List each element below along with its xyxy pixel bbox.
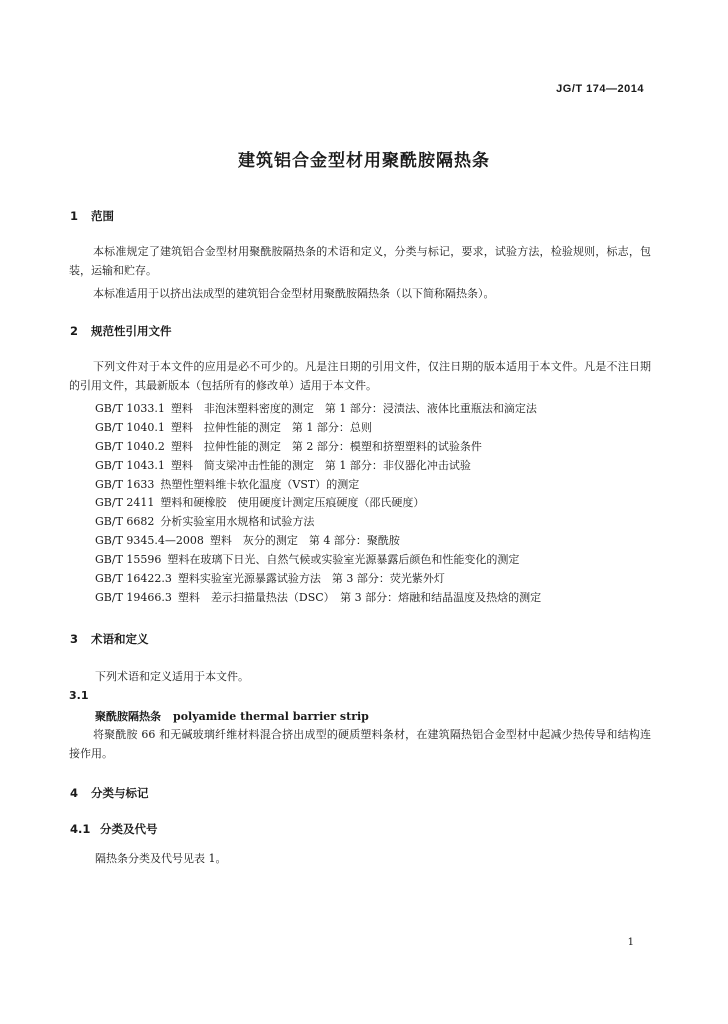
reference-title: 分析实验室用水规格和试验方法 — [160, 515, 315, 529]
reference-code: GB/T 6682 — [95, 515, 155, 529]
reference-title: 塑料实验室光源暴露试验方法 第 3 部分：荧光紫外灯 — [177, 572, 445, 586]
section-3-heading — [70, 631, 149, 647]
section-3-title: 术语和定义 — [91, 632, 149, 646]
subsection-4-1-number: 4.1 — [70, 822, 91, 836]
section-2-heading — [70, 323, 172, 339]
reference-title: 塑料和硬橡胶 使用硬度计测定压痕硬度（邵氏硬度） — [160, 496, 425, 510]
section-4-title: 分类与标记 — [91, 786, 149, 800]
reference-code: GB/T 2411 — [95, 496, 155, 510]
reference-title: 塑料 灰分的测定 第 4 部分：聚酰胺 — [209, 534, 400, 548]
section-1-title: 范围 — [91, 209, 114, 223]
reference-title: 塑料在玻璃下日光、自然气候或实验室光源暴露后颜色和性能变化的测定 — [167, 553, 520, 567]
normative-reference-list — [95, 400, 541, 608]
section-3-intro: 下列术语和定义适用于本文件。 — [95, 670, 249, 683]
section-1-heading — [70, 208, 114, 224]
reference-item — [95, 589, 541, 608]
reference-item — [95, 570, 541, 589]
subsection-4-1-heading — [70, 821, 158, 837]
section-3-number: 3 — [70, 632, 79, 646]
subsection-4-1-text: 隔热条分类及代号见表 1。 — [95, 852, 227, 865]
reference-item — [95, 457, 541, 476]
reference-item — [95, 438, 541, 457]
section-2-title: 规范性引用文件 — [91, 324, 172, 338]
section-1-paragraph-2: 本标准适用于以挤出法成型的建筑铝合金型材用聚酰胺隔热条（以下简称隔热条）。 — [93, 287, 495, 300]
reference-title: 塑料 拉伸性能的测定 第 1 部分：总则 — [170, 420, 372, 434]
reference-code: GB/T 1043.1 — [95, 458, 165, 472]
document-title: 建筑铝合金型材用聚酰胺隔热条 — [238, 151, 490, 171]
section-1-paragraph-1: 本标准规定了建筑铝合金型材用聚酰胺隔热条的术语和定义，分类与标记，要求，试验方法，检验规则，标志，包装，运输和贮存。 — [69, 245, 651, 277]
term-number: 3.1 — [69, 689, 89, 702]
reference-title: 塑料 差示扫描量热法（DSC） 第 3 部分：熔融和结晶温度及热焓的测定 — [177, 590, 542, 604]
reference-title: 塑料 非泡沫塑料密度的测定 第 1 部分：浸渍法、液体比重瓶法和滴定法 — [170, 402, 537, 415]
section-1-number: 1 — [70, 209, 79, 223]
standard-code: JG/T 174—2014 — [556, 83, 644, 95]
reference-title: 热塑性塑料维卡软化温度（VST）的测定 — [160, 477, 360, 491]
reference-code: GB/T 15596 — [95, 553, 162, 567]
section-4-number: 4 — [70, 786, 79, 800]
reference-item — [95, 551, 541, 570]
term-chinese: 聚酰胺隔热条 — [95, 710, 161, 723]
term-entry — [95, 708, 369, 724]
section-2-number: 2 — [70, 324, 79, 338]
reference-title: 塑料 拉伸性能的测定 第 2 部分：模塑和挤塑塑料的试验条件 — [170, 439, 482, 453]
reference-code: GB/T 1033.1 — [95, 402, 165, 415]
reference-item — [95, 532, 541, 551]
section-2-intro: 下列文件对于本文件的应用是必不可少的。凡是注日期的引用文件，仅注日期的版本适用于本文件。凡是不注日期的引用文件，其最新版本（包括所有的修改单）适用于本文件。 — [69, 360, 651, 392]
reference-code: GB/T 16422.3 — [95, 572, 172, 586]
reference-title: 塑料 简支梁冲击性能的测定 第 1 部分：非仪器化冲击试验 — [170, 458, 471, 472]
reference-item — [95, 513, 541, 532]
subsection-4-1-title: 分类及代号 — [100, 822, 158, 836]
reference-code: GB/T 1633 — [95, 477, 155, 491]
reference-item — [95, 419, 541, 438]
term-english: polyamide thermal barrier strip — [173, 710, 369, 723]
page-number: 1 — [627, 937, 634, 948]
reference-code: GB/T 9345.4—2008 — [95, 534, 204, 548]
reference-item — [95, 494, 541, 513]
reference-code: GB/T 1040.2 — [95, 439, 165, 453]
reference-item — [95, 400, 541, 419]
section-4-heading — [70, 785, 149, 801]
reference-code: GB/T 1040.1 — [95, 420, 165, 434]
reference-item — [95, 476, 541, 495]
reference-code: GB/T 19466.3 — [95, 590, 172, 604]
term-definition: 将聚酰胺 66 和无碱玻璃纤维材料混合挤出成型的硬质塑料条材，在建筑隔热铝合金型材中起减少热传导和结构连接作用。 — [69, 728, 651, 760]
